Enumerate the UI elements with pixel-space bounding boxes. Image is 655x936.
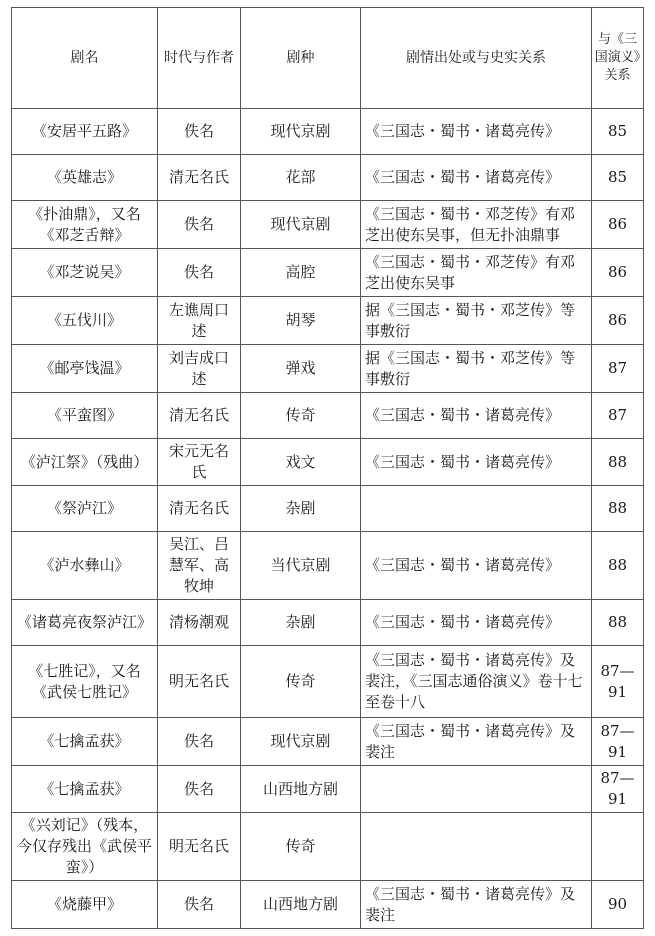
table-row	[12, 646, 644, 718]
cell-name: 《邮亭饯温》	[12, 345, 158, 393]
table-row	[12, 881, 644, 929]
cell-name: 《七擒孟获》	[12, 718, 158, 766]
cell-relation: 87—91	[592, 766, 644, 813]
table-row	[12, 109, 644, 155]
cell-name: 《烧藤甲》	[12, 881, 158, 929]
table-row	[12, 155, 644, 201]
table-row	[12, 439, 644, 486]
cell-name: 《英雄志》	[12, 155, 158, 201]
cell-era-author: 明无名氏	[158, 646, 241, 718]
cell-genre: 胡琴	[241, 297, 361, 345]
cell-relation: 85	[592, 155, 644, 201]
cell-source: 《三国志・蜀书・邓芝传》有邓芝出使东吴事，但无扑油鼎事	[361, 201, 592, 249]
cell-genre: 当代京剧	[241, 532, 361, 600]
cell-era-author: 佚名	[158, 201, 241, 249]
cell-name: 《邓芝说吴》	[12, 249, 158, 297]
cell-genre: 山西地方剧	[241, 881, 361, 929]
cell-relation: 88	[592, 532, 644, 600]
cell-genre: 传奇	[241, 813, 361, 881]
table-row	[12, 718, 644, 766]
cell-source: 据《三国志・蜀书・邓芝传》等事敷衍	[361, 297, 592, 345]
table-row	[12, 766, 644, 813]
cell-relation: 87—91	[592, 718, 644, 766]
table-row	[12, 486, 644, 532]
cell-source: 《三国志・蜀书・诸葛亮传》及裴注	[361, 718, 592, 766]
cell-era-author: 清无名氏	[158, 393, 241, 439]
header-source: 剧情出处或与史实关系	[361, 8, 592, 109]
cell-relation: 88	[592, 486, 644, 532]
cell-source	[361, 813, 592, 881]
cell-era-author: 佚名	[158, 766, 241, 813]
cell-name: 《扑油鼎》，又名《邓芝舌辩》	[12, 201, 158, 249]
cell-genre: 弹戏	[241, 345, 361, 393]
table-row	[12, 532, 644, 600]
cell-genre: 杂剧	[241, 486, 361, 532]
header-name: 剧名	[12, 8, 158, 109]
cell-source: 据《三国志・蜀书・邓芝传》等事敷衍	[361, 345, 592, 393]
cell-genre: 传奇	[241, 393, 361, 439]
cell-source: 《三国志・蜀书・诸葛亮传》及裴注	[361, 881, 592, 929]
cell-relation: 86	[592, 297, 644, 345]
cell-era-author: 清无名氏	[158, 155, 241, 201]
cell-era-author: 清无名氏	[158, 486, 241, 532]
cell-era-author: 宋元无名氏	[158, 439, 241, 486]
table-row	[12, 393, 644, 439]
cell-name: 《诸葛亮夜祭泸江》	[12, 600, 158, 646]
header-row	[12, 8, 644, 109]
cell-name: 《安居平五路》	[12, 109, 158, 155]
header-relation: 与《三国演义》关系	[592, 8, 644, 109]
cell-genre: 花部	[241, 155, 361, 201]
cell-relation: 88	[592, 600, 644, 646]
cell-era-author: 佚名	[158, 109, 241, 155]
cell-relation: 86	[592, 201, 644, 249]
cell-name: 《七胜记》，又名《武侯七胜记》	[12, 646, 158, 718]
header-genre: 剧种	[241, 8, 361, 109]
cell-genre: 现代京剧	[241, 718, 361, 766]
cell-name: 《七擒孟获》	[12, 766, 158, 813]
cell-relation: 87	[592, 393, 644, 439]
cell-name: 《平蛮图》	[12, 393, 158, 439]
cell-relation: 87	[592, 345, 644, 393]
cell-era-author: 明无名氏	[158, 813, 241, 881]
table-row	[12, 201, 644, 249]
cell-source	[361, 486, 592, 532]
cell-genre: 现代京剧	[241, 201, 361, 249]
table-body	[12, 109, 644, 929]
table-row	[12, 345, 644, 393]
cell-name: 《五伐川》	[12, 297, 158, 345]
cell-source: 《三国志・蜀书・诸葛亮传》	[361, 393, 592, 439]
cell-genre: 高腔	[241, 249, 361, 297]
table-wrapper	[11, 7, 644, 929]
cell-source: 《三国志・蜀书・诸葛亮传》及裴注，《三国志通俗演义》卷十七至卷十八	[361, 646, 592, 718]
cell-genre: 现代京剧	[241, 109, 361, 155]
cell-source: 《三国志・蜀书・诸葛亮传》	[361, 155, 592, 201]
table-row	[12, 249, 644, 297]
cell-era-author: 左谯周口述	[158, 297, 241, 345]
cell-relation: 87—91	[592, 646, 644, 718]
cell-era-author: 吴江、吕慧军、高牧坤	[158, 532, 241, 600]
cell-source	[361, 766, 592, 813]
cell-name: 《泸江祭》（残曲）	[12, 439, 158, 486]
cell-era-author: 刘吉成口述	[158, 345, 241, 393]
cell-era-author: 清杨潮观	[158, 600, 241, 646]
cell-genre: 传奇	[241, 646, 361, 718]
cell-relation: 85	[592, 109, 644, 155]
table-header	[12, 8, 644, 109]
header-era-author: 时代与作者	[158, 8, 241, 109]
cell-era-author: 佚名	[158, 718, 241, 766]
cell-relation: 90	[592, 881, 644, 929]
cell-name: 《兴刘记》（残本，今仅存残出《武侯平蛮》）	[12, 813, 158, 881]
cell-relation	[592, 813, 644, 881]
cell-name: 《祭泸江》	[12, 486, 158, 532]
cell-relation: 86	[592, 249, 644, 297]
cell-genre: 戏文	[241, 439, 361, 486]
table-row	[12, 813, 644, 881]
cell-source: 《三国志・蜀书・诸葛亮传》	[361, 600, 592, 646]
plays-table	[11, 7, 644, 929]
cell-source: 《三国志・蜀书・邓芝传》有邓芝出使东吴事	[361, 249, 592, 297]
cell-era-author: 佚名	[158, 249, 241, 297]
cell-source: 《三国志・蜀书・诸葛亮传》	[361, 109, 592, 155]
cell-genre: 杂剧	[241, 600, 361, 646]
cell-source: 《三国志・蜀书・诸葛亮传》	[361, 532, 592, 600]
cell-name: 《泸水彝山》	[12, 532, 158, 600]
cell-source: 《三国志・蜀书・诸葛亮传》	[361, 439, 592, 486]
cell-era-author: 佚名	[158, 881, 241, 929]
cell-relation: 88	[592, 439, 644, 486]
table-row	[12, 297, 644, 345]
cell-genre: 山西地方剧	[241, 766, 361, 813]
table-row	[12, 600, 644, 646]
